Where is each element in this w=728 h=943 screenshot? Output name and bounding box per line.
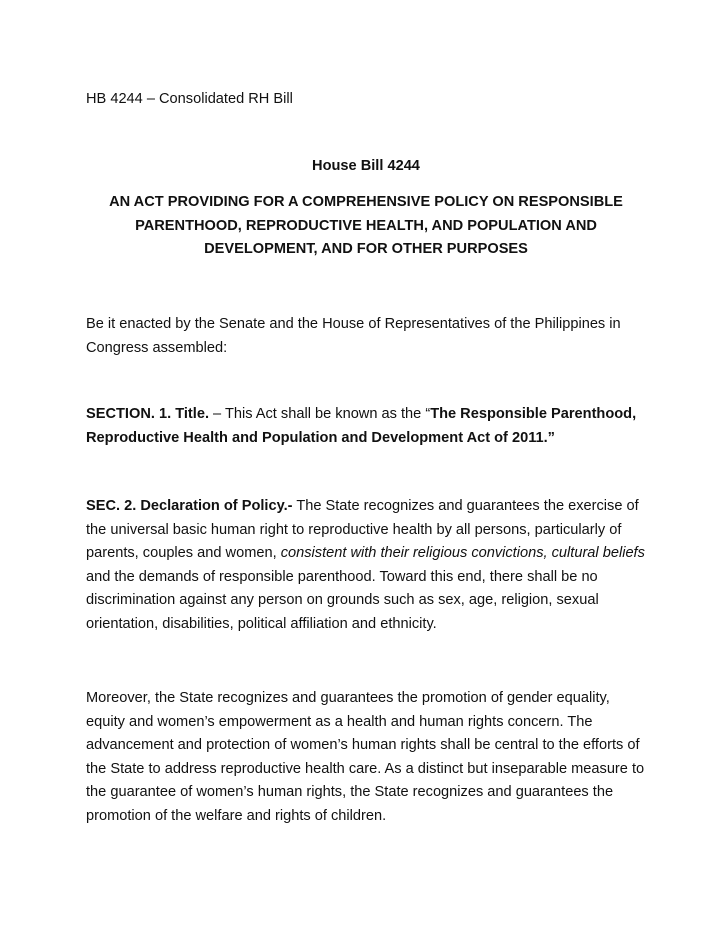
bill-number-heading: House Bill 4244 <box>312 158 420 174</box>
section-1-title <box>86 403 646 450</box>
section-1-heading: SECTION. 1. Title. <box>86 406 209 422</box>
section-1-text: – This Act shall be known as the “ <box>209 406 431 422</box>
section-2-text-b: and the demands of responsible parenthood. Toward this end, there shall be no discrimination against any person on grounds such as sex, age, religion, sexual orientation, disabilities, political affiliation and ethnicity. <box>86 568 599 632</box>
enacting-clause: Be it enacted by the Senate and the House of Representatives of the Philippines in Congress assembled: <box>86 316 621 356</box>
section-2-text-a: The State recognizes and guarantees the exercise of the universal basic human right to reproductive health by all persons, particularly of parents, couples and women, <box>86 498 639 561</box>
section-2-declaration-of-policy <box>86 495 646 636</box>
section-2-italic-phrase: consistent with their religious convictions, cultural beliefs <box>280 545 645 561</box>
paragraph-moreover: Moreover, the State recognizes and guarantees the promotion of gender equality, equity and women’s empowerment as a health and human rights concern. The advancement and protection of women’s human rights shall be central to the efforts of the State to address reproductive health care. As a distinct but inseparable measure to the guarantee of women’s human rights, the State recognizes and guarantees the promotion of the welfare and rights of children. <box>86 690 645 824</box>
document-header: HB 4244 – Consolidated RH Bill <box>86 91 293 107</box>
section-1-act-name: The Responsible Parenthood, Reproductive Health and Population and Development Act of 2011.” <box>86 406 637 446</box>
section-2-heading: SEC. 2. Declaration of Policy.- <box>86 498 293 514</box>
act-title: AN ACT PROVIDING FOR A COMPREHENSIVE POLICY ON RESPONSIBLE PARENTHOOD, REPRODUCTIVE HEALTH, AND POPULATION AND DEVELOPMENT, AND FOR OTHER PURPOSES <box>109 194 623 257</box>
